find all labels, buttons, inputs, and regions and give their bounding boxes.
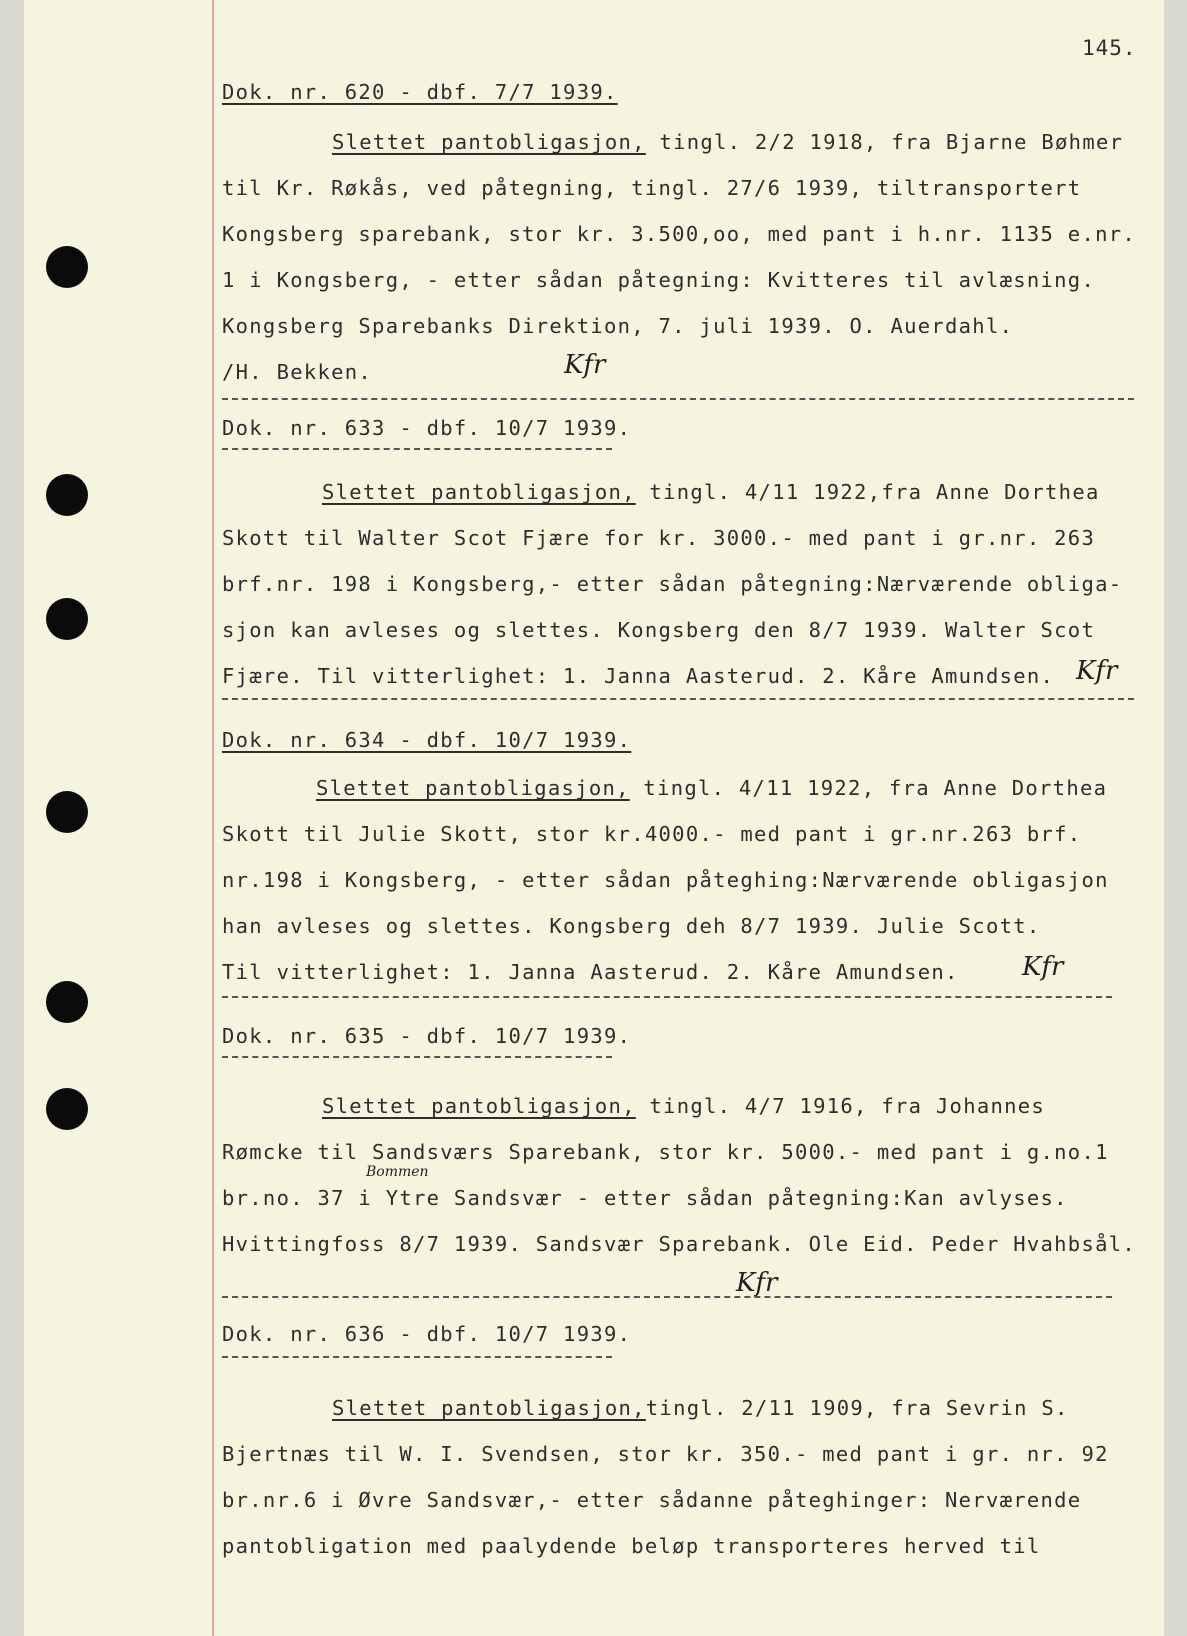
handwritten-initials: Kfr [564,350,606,380]
entry-text: tingl. 2/2 1918, fra Bjarne Bøhmer [645,130,1124,154]
handwritten-initials: Kfr [736,1268,778,1298]
handwritten-initials: Kfr [1076,656,1118,686]
entry-heading: Slettet pantobligasjon, [322,1094,636,1118]
entry-line [316,776,1107,800]
separator-line [222,996,1112,998]
entry-line: brf.nr. 198 i Kongsberg,- etter sådan påtegning:Nærværende obliga- [222,572,1123,596]
entry-line: Hvittingfoss 8/7 1939. Sandsvær Sparebank. Ole Eid. Peder Hvahbsål. [222,1232,1137,1256]
entry-line: sjon kan avleses og slettes. Kongsberg den 8/7 1939. Walter Scot [222,618,1096,642]
entry-text: tingl. 4/11 1922, fra Anne Dorthea [629,776,1108,800]
entry-text: tingl. 4/11 1922,fra Anne Dorthea [635,480,1100,504]
entry-line: 1 i Kongsberg, - etter sådan påtegning: Kvitteres til avlæsning. [222,268,1096,292]
entry-line: br.nr.6 i Øvre Sandsvær,- etter sådanne påteghinger: Nerværende [222,1488,1082,1512]
separator-line [222,1296,1112,1298]
page-number: 145. [1082,36,1137,60]
entry-heading: Slettet pantobligasjon, [322,480,636,504]
separator-line [222,698,1134,700]
punch-hole-3 [46,598,88,640]
punch-hole-4 [46,791,88,833]
entry-text: tingl. 2/11 1909, fra Sevrin S. [645,1396,1069,1420]
punch-hole-2 [46,474,88,516]
entry-line: Skott til Walter Scot Fjære for kr. 3000.- med pant i gr.nr. 263 [222,526,1096,550]
handwritten-insert: Bommen [366,1164,429,1180]
entry-line: Kongsberg sparebank, stor kr. 3.500,oo, med pant i h.nr. 1135 e.nr. [222,222,1137,246]
entry-header: Dok. nr. 636 - dbf. 10/7 1939. [222,1322,632,1346]
header-underline [222,1056,612,1058]
entry-heading: Slettet pantobligasjon, [316,776,630,800]
entry-header: Dok. nr. 620 - dbf. 7/7 1939. [222,80,618,104]
handwritten-initials: Kfr [1022,952,1064,982]
entry-line: han avleses og slettes. Kongsberg deh 8/7 1939. Julie Scott. [222,914,1041,938]
punch-hole-5 [46,981,88,1023]
entry-text: tingl. 4/7 1916, fra Johannes [635,1094,1046,1118]
entry-line: Fjære. Til vitterlighet: 1. Janna Aasterud. 2. Kåre Amundsen. [222,664,1055,688]
entry-heading: Slettet pantobligasjon, [332,130,646,154]
entry-line: Til vitterlighet: 1. Janna Aasterud. 2. Kåre Amundsen. [222,960,959,984]
separator-line [222,398,1134,400]
entry-line: /H. Bekken. [222,360,373,384]
entry-line [322,1094,1045,1118]
entry-header: Dok. nr. 634 - dbf. 10/7 1939. [222,728,632,752]
document-page [24,0,1164,1636]
entry-line: Skott til Julie Skott, stor kr.4000.- med pant i gr.nr.263 brf. [222,822,1082,846]
punch-hole-6 [46,1088,88,1130]
entry-line [332,1396,1069,1420]
entry-line: Rømcke til Sandsværs Sparebank, stor kr. 5000.- med pant i g.no.1 [222,1140,1109,1164]
entry-line: til Kr. Røkås, ved påtegning, tingl. 27/6 1939, tiltransportert [222,176,1082,200]
entry-line [332,130,1123,154]
entry-line [322,480,1100,504]
header-underline [222,1356,612,1358]
entry-header: Dok. nr. 635 - dbf. 10/7 1939. [222,1024,632,1048]
entry-line: Bjertnæs til W. I. Svendsen, stor kr. 350.- med pant i gr. nr. 92 [222,1442,1109,1466]
entry-heading: Slettet pantobligasjon, [332,1396,646,1420]
header-underline [222,448,612,450]
entry-line: br.no. 37 i Ytre Sandsvær - etter sådan påtegning:Kan avlyses. [222,1186,1068,1210]
entry-header: Dok. nr. 633 - dbf. 10/7 1939. [222,416,632,440]
entry-line: Kongsberg Sparebanks Direktion, 7. juli 1939. O. Auerdahl. [222,314,1014,338]
punch-hole-1 [46,246,88,288]
entry-line: nr.198 i Kongsberg, - etter sådan påteghing:Nærværende obligasjon [222,868,1109,892]
margin-rule [212,0,214,1636]
entry-line: pantobligation med paalydende beløp transporteres herved til [222,1534,1041,1558]
